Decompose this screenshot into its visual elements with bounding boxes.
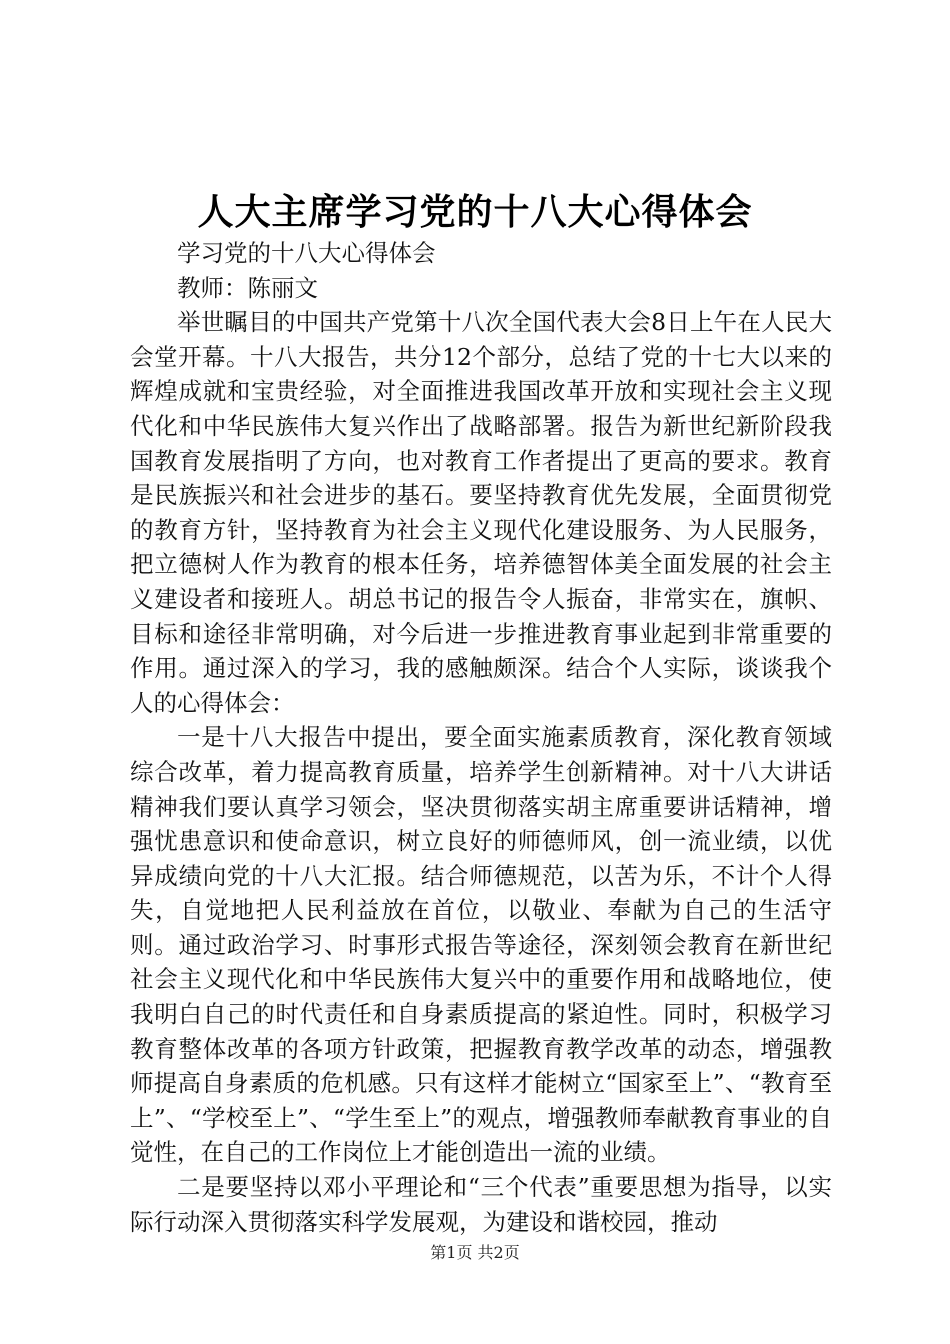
document-title: 人大主席学习党的十八大心得体会 bbox=[197, 191, 753, 233]
paragraph-1: 举世瞩目的中国共产党第十八次全国代表大会8日上午在人民大会堂开幕。十八大报告，共分12个部分，总结了党的十七大以来的辉煌成就和宝贵经验，对全面推进我国改革开放和实现社会主义现代化和中华民族伟大复兴作出了战略部署。报告为新世纪新阶段我国教育发展指明了方向，也对教育工作者提出了更高的要求。教育是民族振兴和社会进步的基石。要坚持教育优先发展，全面贯彻党的教育方针，坚持教育为社会主义现代化建设服务、为人民服务，把立德树人作为教育的根本任务，培养德智体美全面发展的社会主义建设者和接班人。胡总书记的报告令人振奋，非常实在，旗帜、目标和途径非常明确，对今后进一步推进教育事业起到非常重要的作用。通过深入的学习，我的感触颇深。结合个人实际，谈谈我个人的心得体会： bbox=[130, 308, 832, 717]
document-body bbox=[130, 236, 832, 1239]
paragraph-2: 一是十八大报告中提出，要全面实施素质教育，深化教育领域综合改革，着力提高教育质量，培养学生创新精神。对十八大讲话精神我们要认真学习领会，坚决贯彻落实胡主席重要讲话精神，增强忧患意识和使命意识，树立良好的师德师风，创一流业绩，以优异成绩向党的十八大汇报。结合师德规范，以苦为乐，不计个人得失，自觉地把人民利益放在首位，以敬业、奉献为自己的生活守则。通过政治学习、时事形式报告等途径，深刻领会教育在新世纪社会主义现代化和中华民族伟大复兴中的重要作用和战略地位，使我明白自己的时代责任和自身素质提高的紧迫性。同时，积极学习教育整体改革的各项方针政策，把握教育教学改革的动态，增强教师提高自身素质的危机感。只有这样才能树立“国家至上”、“教育至上”、“学校至上”、“学生至上”的观点，增强教师奉献教育事业的自觉性，在自己的工作岗位上才能创造出一流的业绩。 bbox=[130, 723, 832, 1167]
page-number-footer: 第1页 共2页 bbox=[430, 1243, 520, 1262]
author-line: 教师：陈丽文 bbox=[177, 273, 318, 302]
subtitle-line: 学习党的十八大心得体会 bbox=[177, 239, 436, 267]
paragraph-3: 二是要坚持以邓小平理论和“三个代表”重要思想为指导，以实际行动深入贯彻落实科学发展观，为建设和谐校园，推动 bbox=[130, 1173, 832, 1236]
